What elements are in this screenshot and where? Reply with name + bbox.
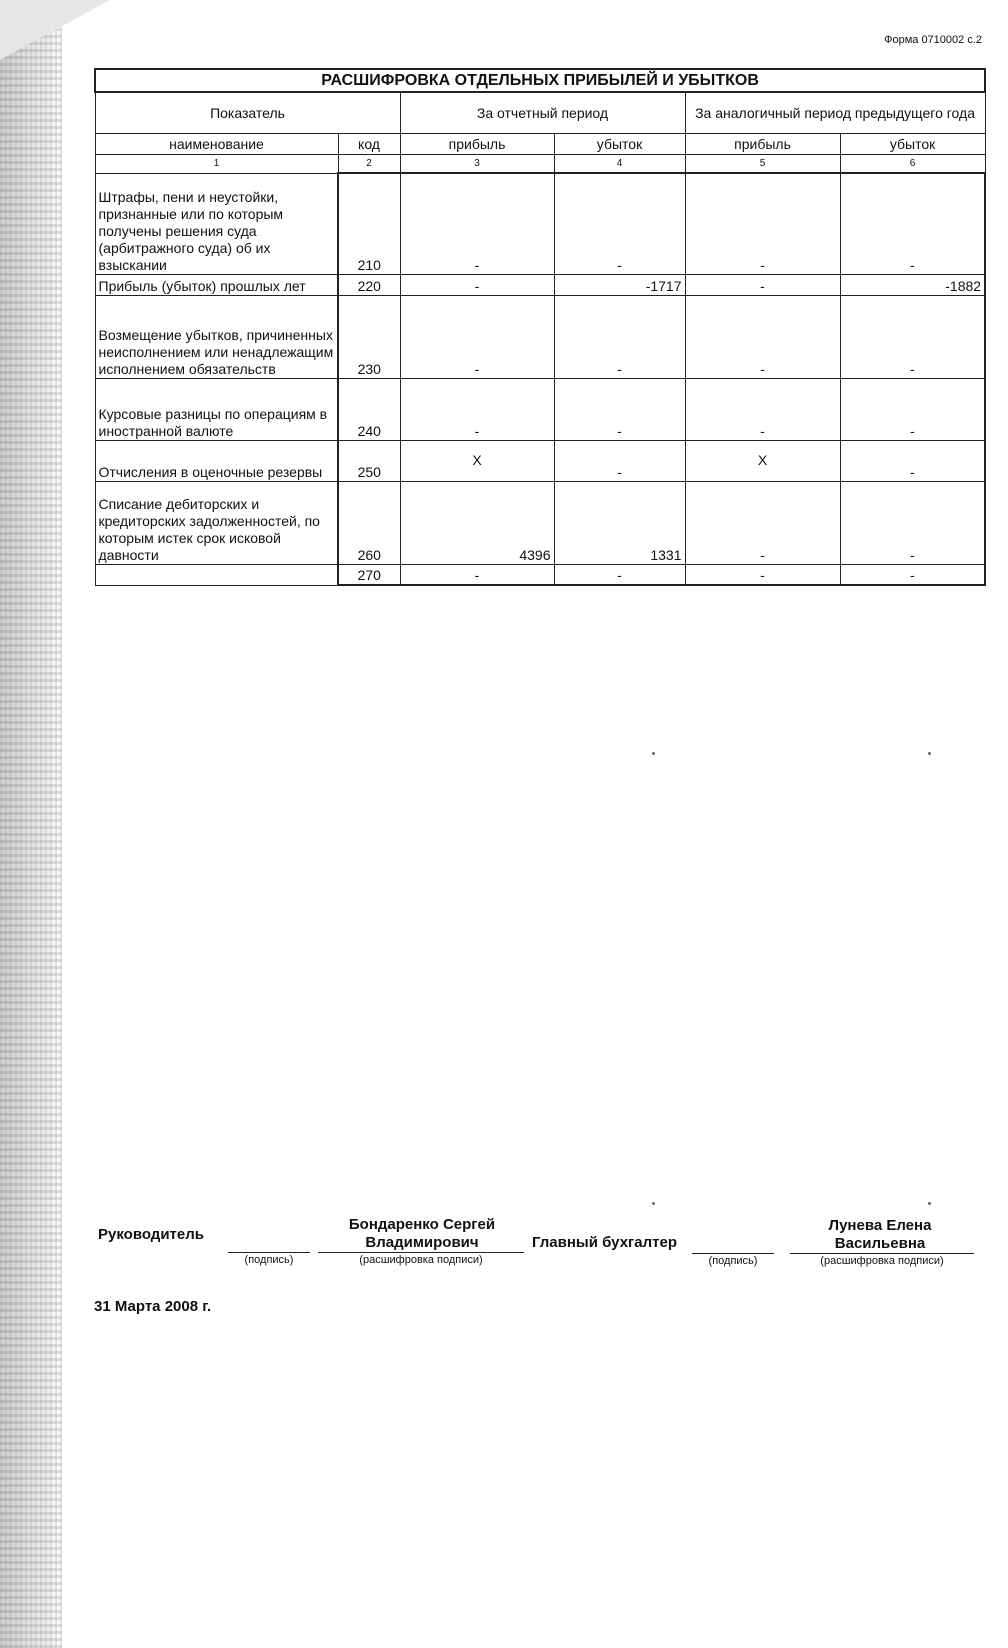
cur-profit: - (400, 173, 554, 274)
prev-profit: - (685, 378, 840, 440)
row-code: 230 (338, 295, 400, 378)
header-cur-loss: убыток (554, 134, 685, 155)
col-number: 6 (840, 155, 985, 174)
prev-profit: - (685, 274, 840, 295)
cur-loss: - (554, 440, 685, 481)
row-code: 250 (338, 440, 400, 481)
header-name: наименование (95, 134, 338, 155)
header-prev-profit: прибыль (685, 134, 840, 155)
accountant-decoding-line (790, 1253, 974, 1254)
row-code: 210 (338, 173, 400, 274)
prev-profit: - (685, 173, 840, 274)
prev-profit: X (685, 440, 840, 481)
form-code: Форма 0710002 с.2 (884, 34, 982, 46)
row-name: Штрафы, пени и неустойки, признанные или по которым получены решения суда (арбитражного суда) об их взыскании (95, 173, 338, 274)
cur-profit: - (400, 295, 554, 378)
cur-loss: - (554, 378, 685, 440)
prev-profit: - (685, 295, 840, 378)
scan-shadow-edge (0, 0, 62, 1648)
prev-loss: - (840, 481, 985, 564)
head-label: Руководитель (98, 1226, 204, 1243)
header-code: код (338, 134, 400, 155)
row-code: 240 (338, 378, 400, 440)
prev-loss: - (840, 440, 985, 481)
head-decoding-line (318, 1252, 524, 1253)
cur-profit: 4396 (400, 481, 554, 564)
prev-loss: - (840, 295, 985, 378)
head-decoding-caption: (расшифровка подписи) (359, 1254, 483, 1266)
header-previous-period: За аналогичный период предыдущего года (685, 92, 985, 134)
prev-loss: - (840, 173, 985, 274)
prev-loss: - (840, 378, 985, 440)
head-signature-line (228, 1252, 310, 1253)
cur-profit: - (400, 564, 554, 585)
accountant-signature-line (692, 1253, 774, 1254)
chief-accountant-label: Главный бухгалтер (532, 1234, 678, 1251)
col-number: 5 (685, 155, 840, 174)
row-name: Прибыль (убыток) прошлых лет (95, 274, 338, 295)
table-row (95, 440, 985, 481)
scan-speck (652, 1202, 655, 1205)
table-row (95, 295, 985, 378)
cur-profit: X (400, 440, 554, 481)
prev-loss: -1882 (840, 274, 985, 295)
table-row (95, 481, 985, 564)
accountant-signature-caption: (подпись) (708, 1255, 758, 1267)
accountant-decoding-caption: (расшифровка подписи) (820, 1255, 944, 1267)
row-code: 260 (338, 481, 400, 564)
scan-speck (928, 1202, 931, 1205)
cur-loss: -1717 (554, 274, 685, 295)
row-name: Курсовые разницы по операциям в иностранной валюте (95, 378, 338, 440)
profit-loss-table (94, 68, 986, 586)
row-name: Возмещение убытков, причиненных неисполнением или ненадлежащим исполнением обязательств (95, 295, 338, 378)
col-number: 3 (400, 155, 554, 174)
header-cur-profit: прибыль (400, 134, 554, 155)
header-indicator: Показатель (95, 92, 400, 134)
col-number: 4 (554, 155, 685, 174)
scan-speck (652, 752, 655, 755)
header-prev-loss: убыток (840, 134, 985, 155)
table-row (95, 378, 985, 440)
scan-speck (928, 752, 931, 755)
table-row (95, 173, 985, 274)
col-number: 2 (338, 155, 400, 174)
cur-loss: 1331 (554, 481, 685, 564)
row-name: Отчисления в оценочные резервы (95, 440, 338, 481)
table-row (95, 274, 985, 295)
head-name: Бондаренко Сергей Владимирович (348, 1216, 496, 1251)
row-name (95, 564, 338, 585)
prev-loss: - (840, 564, 985, 585)
document-date: 31 Марта 2008 г. (94, 1298, 212, 1315)
row-code: 270 (338, 564, 400, 585)
page-corner-fold (0, 0, 110, 60)
chief-accountant-name: Лунева Елена Васильевна (828, 1217, 932, 1252)
prev-profit: - (685, 481, 840, 564)
row-name: Списание дебиторских и кредиторских задолженностей, по которым истек срок исковой давности (95, 481, 338, 564)
header-current-period: За отчетный период (400, 92, 685, 134)
table-title: РАСШИФРОВКА ОТДЕЛЬНЫХ ПРИБЫЛЕЙ И УБЫТКОВ (95, 69, 985, 92)
row-code: 220 (338, 274, 400, 295)
cur-loss: - (554, 295, 685, 378)
head-signature-caption: (подпись) (244, 1254, 294, 1266)
table-row (95, 564, 985, 585)
prev-profit: - (685, 564, 840, 585)
cur-profit: - (400, 378, 554, 440)
cur-profit: - (400, 274, 554, 295)
col-number: 1 (95, 155, 338, 174)
cur-loss: - (554, 173, 685, 274)
cur-loss: - (554, 564, 685, 585)
